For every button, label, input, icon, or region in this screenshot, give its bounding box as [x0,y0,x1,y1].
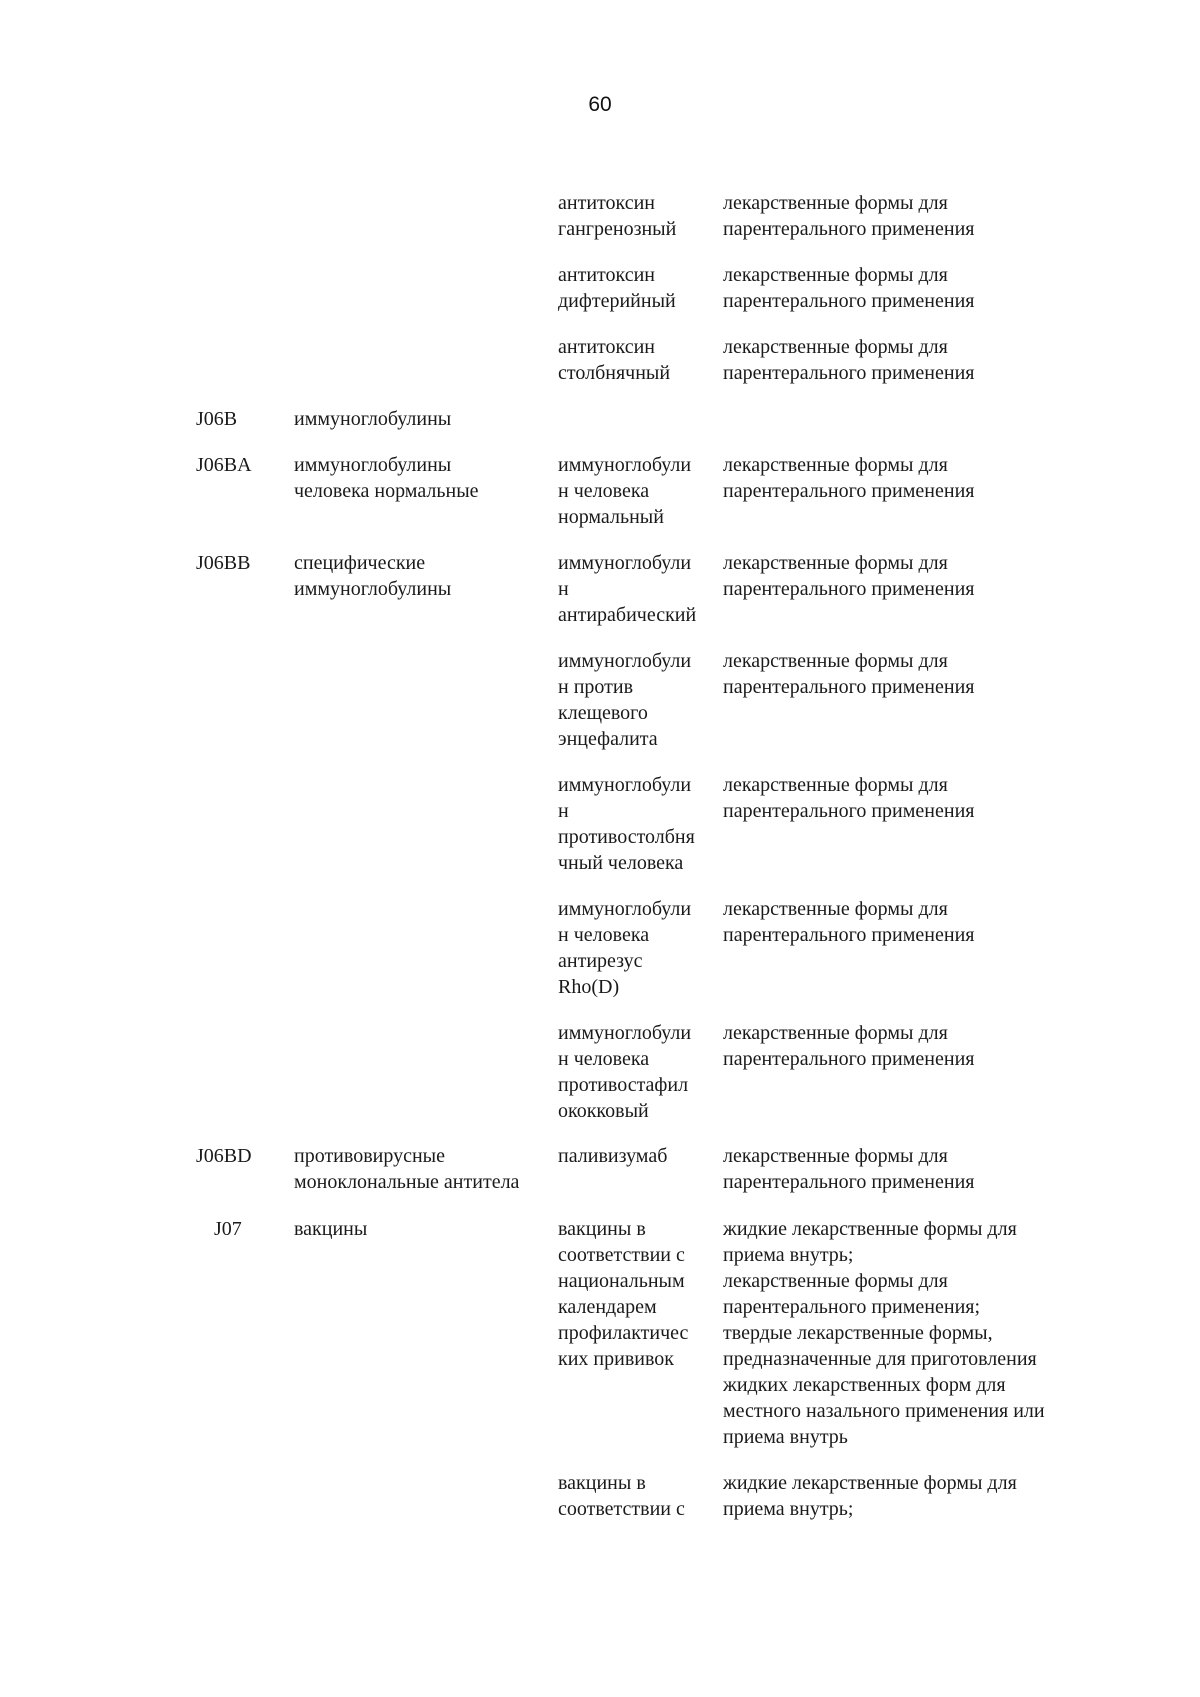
atc-code: J06BB [196,552,251,574]
atc-code: J07 [214,1218,242,1240]
dosage-form: лекарственные формы для парентерального применения [723,552,975,600]
drug-name: иммуноглобули н антирабический [558,552,697,626]
drug-name: иммуноглобули н человека нормальный [558,454,692,528]
dosage-form: лекарственные формы для парентерального применения [723,192,975,240]
group-name: иммуноглобулины [294,408,452,430]
drug-name: вакцины в соответствии с национальным календарем профилактичес ких прививок [558,1218,689,1370]
dosage-form: лекарственные формы для парентерального применения [723,898,975,946]
dosage-form: лекарственные формы для парентерального применения [723,336,975,384]
drug-name: антитоксин гангренозный [558,192,677,240]
dosage-form: лекарственные формы для парентерального применения [723,1145,975,1193]
drug-name: антитоксин столбнячный [558,336,671,384]
dosage-form: лекарственные формы для парентерального применения [723,774,975,822]
dosage-form: лекарственные формы для парентерального применения [723,454,975,502]
drug-name: иммуноглобули н противостолбня чный человека [558,774,695,874]
dosage-form: лекарственные формы для парентерального применения [723,1022,975,1070]
atc-code: J06BD [196,1145,252,1167]
group-name: вакцины [294,1218,368,1240]
dosage-form: жидкие лекарственные формы для приема внутрь; [723,1472,1017,1520]
drug-name: паливизумаб [558,1145,668,1167]
dosage-form: лекарственные формы для парентерального применения [723,650,975,698]
group-name: иммуноглобулины человека нормальные [294,454,479,502]
drug-name: иммуноглобули н против клещевого энцефалита [558,650,692,750]
group-name: специфические иммуноглобулины [294,552,452,600]
group-name: противовирусные моноклональные антитела [294,1145,520,1193]
atc-code: J06BA [196,454,252,476]
drug-name: вакцины в соответствии с [558,1472,685,1520]
drug-name: иммуноглобули н человека противостафил ококковый [558,1022,692,1122]
atc-code: J06B [196,408,238,430]
page-number: 60 [588,93,612,116]
drug-name: антитоксин дифтерийный [558,264,676,312]
dosage-form: жидкие лекарственные формы для приема внутрь; лекарственные формы для парентерального применения; твердые лекарственные формы, предназначенные для приготовления жидких лекарственных форм для местного назального применения или приема внутрь [723,1218,1045,1448]
drug-name: иммуноглобули н человека антирезус Rho(D) [558,898,692,998]
dosage-form: лекарственные формы для парентерального применения [723,264,975,312]
